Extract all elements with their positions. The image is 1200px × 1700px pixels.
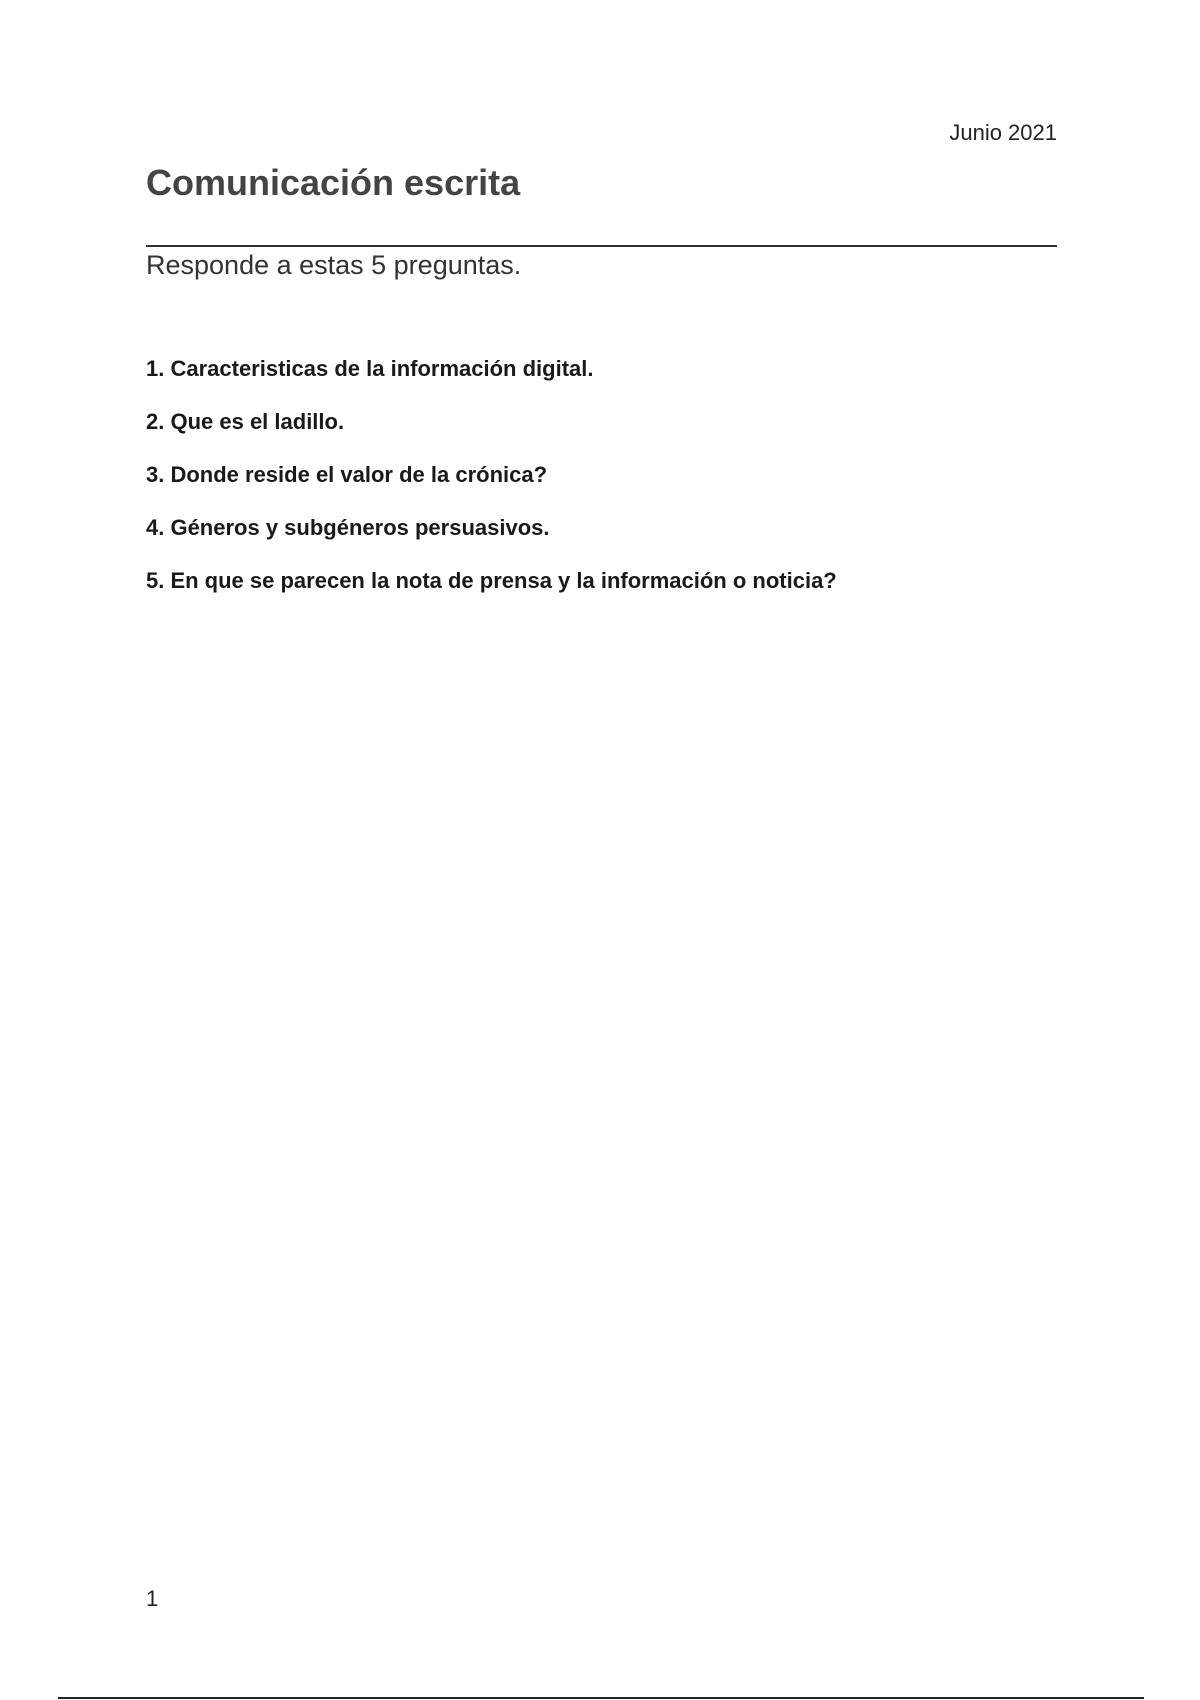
question-item: 5. En que se parecen la nota de prensa y la información o noticia? [146, 568, 837, 593]
page-number: 1 [146, 1586, 159, 1611]
footer-divider [58, 1697, 1144, 1699]
title-divider [146, 245, 1057, 247]
instructions-text: Responde a estas 5 preguntas. [146, 250, 522, 280]
document-title: Comunicación escrita [146, 162, 521, 203]
question-item: 2. Que es el ladillo. [146, 409, 345, 434]
question-item: 1. Caracteristicas de la información digital. [146, 356, 594, 381]
question-item: 4. Géneros y subgéneros persuasivos. [146, 515, 550, 540]
question-list [146, 356, 837, 621]
document-date: Junio 2021 [949, 120, 1057, 145]
question-item: 3. Donde reside el valor de la crónica? [146, 462, 548, 487]
